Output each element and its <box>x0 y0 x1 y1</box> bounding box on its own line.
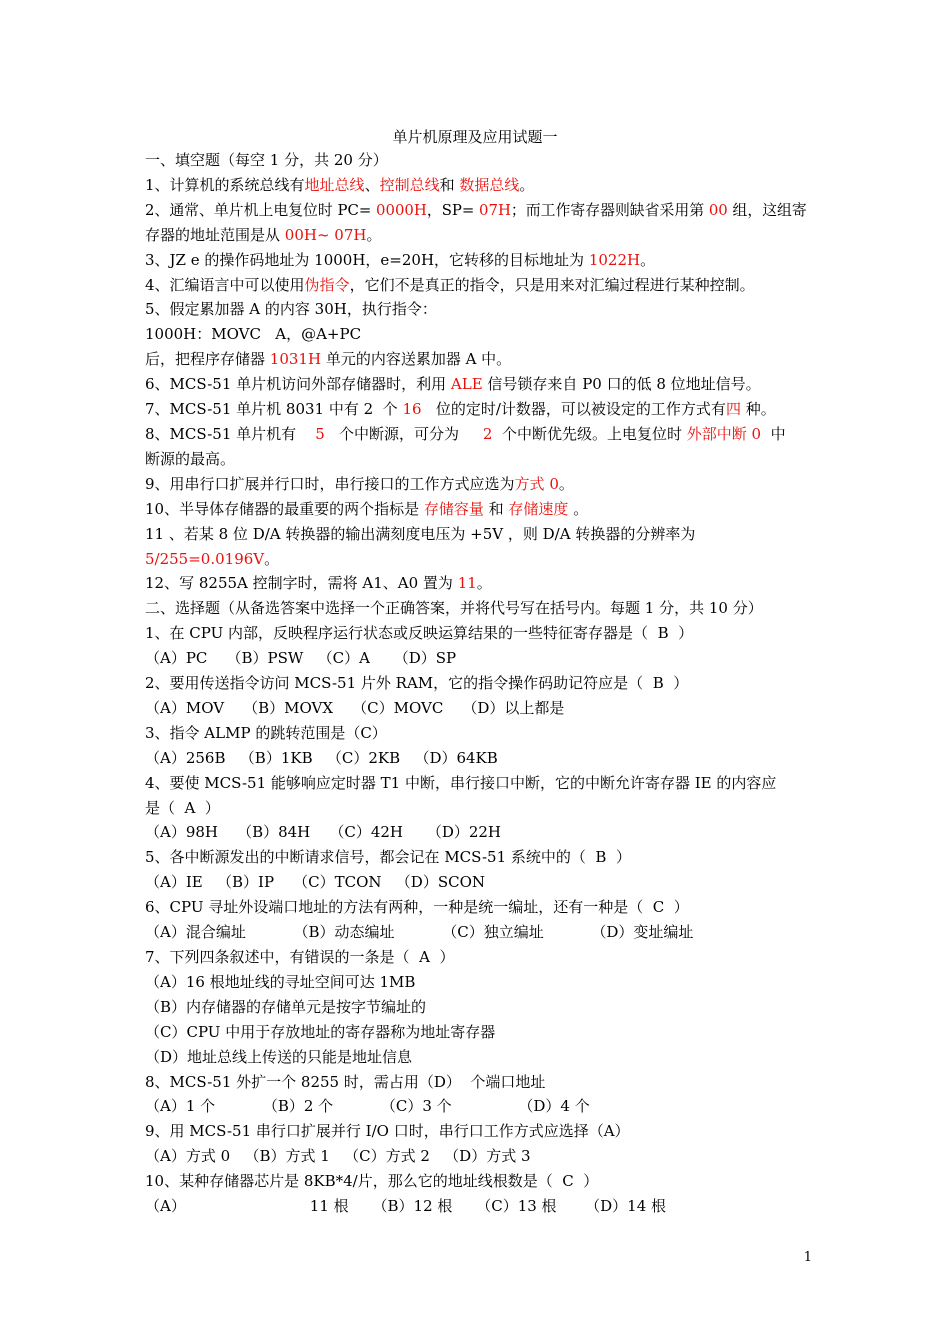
text-line <box>145 571 807 596</box>
text-line <box>145 547 807 572</box>
answer-text: 00H~ 07H <box>284 225 367 244</box>
line-text: （A）混合编址 （B）动态编址 （C）独立编址 （D）变址编址 <box>145 923 694 942</box>
text-line <box>145 347 807 372</box>
line-text: 、 <box>364 175 380 194</box>
answer-text: ALE <box>450 375 483 394</box>
text-line <box>145 621 807 646</box>
line-text: 单元的内容送累加器 A 中。 <box>321 350 512 369</box>
page-title: 单片机原理及应用试题一 <box>392 128 558 146</box>
text-line <box>145 248 807 273</box>
answer-text: 伪指令 <box>304 275 350 294</box>
text-line <box>145 173 807 198</box>
line-text: （A）PC （B）PSW （C）A （D）SP <box>145 649 457 668</box>
text-line <box>145 522 807 547</box>
line-text: 6、CPU 寻址外设端口地址的方法有两种，一种是统一编址，还有一种是（ C ） <box>145 898 689 917</box>
text-line <box>145 447 807 472</box>
line-text: （A）16 根地址线的寻址空间可达 1MB <box>145 972 416 991</box>
line-text: 1、在 CPU 内部，反映程序运行状态或反映运算结果的一些特征寄存器是（ B ） <box>145 624 694 643</box>
text-line <box>145 771 807 796</box>
answer-text: 0000H <box>376 200 427 219</box>
line-text: （A） 11 根 （B）12 根 （C）13 根 （D）14 根 <box>145 1197 667 1216</box>
answer-text: 5 <box>315 424 325 443</box>
text-line <box>145 945 807 970</box>
line-text: 中 <box>761 424 786 443</box>
answer-text: 外部中断 0 <box>686 424 762 443</box>
line-text: 。 <box>568 499 589 518</box>
line-text: 6、MCS-51 单片机访问外部存储器时，利用 <box>145 375 451 394</box>
text-line <box>145 273 807 298</box>
text-line <box>145 397 807 422</box>
answer-text: 07H <box>479 200 511 219</box>
line-text: 2、通常、单片机上电复位时 PC= <box>145 200 377 219</box>
line-text: 二、选择题（从备选答案中选择一个正确答案，并将代号写在括号内。每题 1 分，共 10 分） <box>145 599 763 618</box>
line-text: 1000H：MOVC A，@A+PC <box>145 325 362 344</box>
text-line <box>145 1094 807 1119</box>
answer-text: 00 <box>708 200 728 219</box>
text-line <box>145 497 807 522</box>
line-text: 。 <box>558 474 574 493</box>
line-text: 组，这组寄 <box>727 200 807 219</box>
answer-text: 方式 0 <box>514 474 559 493</box>
line-text: 断源的最高。 <box>145 449 236 468</box>
answer-text: 存储速度 <box>508 499 569 518</box>
line-text: 和 <box>483 499 509 518</box>
text-line <box>145 1169 807 1194</box>
line-text: 是（ A ） <box>145 798 220 817</box>
text-line <box>145 671 807 696</box>
line-text: （D）地址总线上传送的只能是地址信息 <box>145 1047 413 1066</box>
line-text: 4、要使 MCS-51 能够响应定时器 T1 中断，串行接口中断，它的中断允许寄存器 IE 的内容应 <box>145 773 777 792</box>
page-number: 1 <box>803 1250 812 1265</box>
answer-text: 2 <box>482 424 493 443</box>
answer-text: 控制总线 <box>379 175 440 194</box>
text-line <box>145 596 807 621</box>
line-text: 7、下列四条叙述中，有错误的一条是（ A ） <box>145 948 455 966</box>
text-line <box>145 970 807 995</box>
line-text: 。 <box>476 574 492 593</box>
text-line <box>145 995 807 1020</box>
text-line <box>145 1070 807 1095</box>
line-text: 种。 <box>740 400 776 419</box>
text-line <box>145 845 807 870</box>
text-line <box>145 796 807 821</box>
answer-text: 16 <box>402 400 422 419</box>
text-line <box>145 372 807 397</box>
line-text: 信号锁存来自 P0 口的低 8 位地址信号。 <box>482 375 761 394</box>
line-text: （C）CPU 中用于存放地址的寄存器称为地址寄存器 <box>145 1022 496 1041</box>
text-line <box>145 322 807 347</box>
line-text: （A）IE （B）IP （C）TCON （D）SCON <box>145 873 486 892</box>
answer-text: 1031H <box>269 350 322 369</box>
line-text: 。 <box>640 250 656 269</box>
line-text: （A）1 个 （B）2 个 （C）3 个 （D）4 个 <box>145 1097 590 1116</box>
line-text: 10、某种存储器芯片是 8KB*4/片，那么它的地址线根数是（ C ） <box>145 1172 599 1191</box>
line-text: 4、汇编语言中可以使用 <box>145 275 305 294</box>
text-line <box>145 1119 807 1144</box>
answer-text: 地址总线 <box>304 175 365 194</box>
line-text: 8、MCS-51 单片机有 <box>145 424 316 443</box>
line-text: 1、计算机的系统总线有 <box>145 175 305 194</box>
exam-content <box>145 148 807 1219</box>
text-line <box>145 1045 807 1070</box>
line-text: 8、MCS-51 外扩一个 8255 时，需占用（D） 个端口地址 <box>145 1072 546 1091</box>
answer-text: 1022H <box>588 250 641 269</box>
answer-text: 11 <box>457 574 477 593</box>
text-line <box>145 646 807 671</box>
line-text: 9、用串行口扩展并行口时，串行接口的工作方式应选为 <box>145 474 515 493</box>
line-text: ，它们不是真正的指令，只是用来对汇编过程进行某种控制。 <box>349 275 755 294</box>
line-text: 5、假定累加器 A 的内容 30H，执行指令： <box>145 300 437 319</box>
text-line <box>145 1194 807 1219</box>
line-text: （B）内存储器的存储单元是按字节编址的 <box>145 997 427 1016</box>
line-text: 10、半导体存储器的最重要的两个指标是 <box>145 499 424 518</box>
text-line <box>145 895 807 920</box>
line-text: （A）98H （B）84H （C）42H （D）22H <box>145 823 502 842</box>
line-text: 。 <box>264 549 280 568</box>
line-text: 2、要用传送指令访问 MCS-51 片外 RAM，它的指令操作码助记符应是（ B ） <box>145 674 689 693</box>
answer-text: 5/255=0.0196V <box>145 549 265 568</box>
line-text: 个中断优先级。上电复位时 <box>492 424 687 443</box>
line-text: 和 <box>439 175 460 194</box>
line-text: 后，把程序存储器 <box>145 350 270 369</box>
line-text: 7、MCS-51 单片机 8031 中有 2 个 <box>145 400 403 419</box>
line-text: （A）256B （B）1KB （C）2KB （D）64KB <box>145 748 498 767</box>
line-text: 个中断源，可分为 <box>324 424 483 443</box>
line-text: 3、JZ e 的操作码地址为 1000H，e=20H，它转移的目标地址为 <box>145 250 589 269</box>
text-line <box>145 422 807 447</box>
line-text: 一、填空题（每空 1 分，共 20 分） <box>145 151 388 169</box>
text-line <box>145 1020 807 1045</box>
line-text: 。 <box>519 175 535 194</box>
line-text: 位的定时/计数器，可以被设定的工作方式有 <box>421 400 726 419</box>
text-line <box>145 1144 807 1169</box>
line-text: 存器的地址范围是从 <box>145 225 285 244</box>
line-text: ，SP= <box>426 200 480 219</box>
answer-text: 数据总线 <box>459 175 520 194</box>
text-line <box>145 198 807 223</box>
text-line <box>145 148 807 173</box>
text-line <box>145 920 807 945</box>
line-text: 3、指令 ALMP 的跳转范围是（C） <box>145 723 387 742</box>
answer-text: 存储容量 <box>423 499 484 518</box>
text-line <box>145 870 807 895</box>
line-text: ；而工作寄存器则缺省采用第 <box>510 200 709 219</box>
line-text: 9、用 MCS-51 串行口扩展并行 I/O 口时，串行口工作方式应选择（A） <box>145 1122 630 1141</box>
answer-text: 四 <box>725 400 741 419</box>
line-text: （A）MOV （B）MOVX （C）MOVC （D）以上都是 <box>145 698 565 717</box>
text-line <box>145 472 807 497</box>
text-line <box>145 746 807 771</box>
text-line <box>145 820 807 845</box>
line-text: 11 、若某 8 位 D/A 转换器的输出满刻度电压为 +5V ，则 D/A 转换器的分辨率为 <box>145 524 696 543</box>
line-text: （A）方式 0 （B）方式 1 （C）方式 2 （D）方式 3 <box>145 1147 531 1166</box>
line-text: 。 <box>366 225 382 244</box>
text-line <box>145 297 807 322</box>
text-line <box>145 721 807 746</box>
line-text: 5、各中断源发出的中断请求信号，都会记在 MCS-51 系统中的（ B ） <box>145 848 631 867</box>
line-text: 12、写 8255A 控制字时，需将 A1、A0 置为 <box>145 574 458 593</box>
text-line <box>145 223 807 248</box>
text-line <box>145 696 807 721</box>
